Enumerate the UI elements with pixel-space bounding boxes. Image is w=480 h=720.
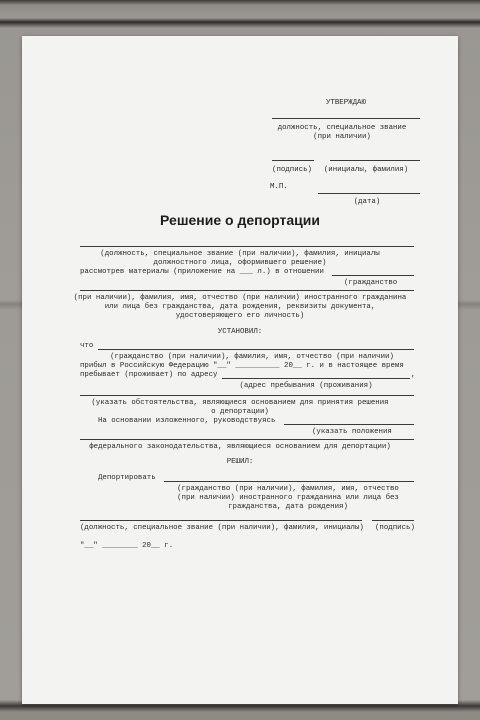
approve-date-line <box>318 193 420 194</box>
footer-date: "__" ________ 20__ г. <box>80 542 174 550</box>
approve-signature-line <box>272 160 314 161</box>
decided-heading: РЕШИЛ: <box>226 458 254 466</box>
what-line <box>98 349 414 350</box>
approve-initials-caption: (инициалы, фамилия) <box>323 166 409 174</box>
law-caption: (указать положения <box>312 428 392 436</box>
deport-caption-3: гражданства, дата рождения) <box>228 503 348 511</box>
approve-label: УТВЕРЖДАЮ <box>326 99 366 107</box>
person-caption: (при наличии), фамилия, имя, отчество (при наличии) иностранного гражданина <box>73 294 407 302</box>
resides-text: пребывает (проживает) по адресу <box>80 371 218 379</box>
page-title: Решение о депортации <box>160 212 320 228</box>
footer-signature-line <box>372 520 414 521</box>
address-caption: (адрес пребывания (проживания) <box>239 382 373 390</box>
reviewed-line <box>332 275 414 276</box>
deport-line <box>164 481 414 482</box>
person-caption-2: или лица без гражданства, дата рождения, реквизиты документа, <box>104 303 376 311</box>
established-heading: УСТАНОВИЛ: <box>217 328 263 336</box>
what-label: что <box>80 342 94 350</box>
approve-position-caption: должность, специальное звание <box>277 124 407 132</box>
arrived-text: прибыл в Российскую Федерацию "__" __________ 20__ г. и в настоящее время <box>80 362 404 370</box>
based-on-text: На основании изложенного, руководствуясь <box>98 417 276 425</box>
deport-caption-2: (при наличии) иностранного гражданина или лица без <box>177 494 399 502</box>
document-page <box>22 36 458 704</box>
based-on-line <box>284 424 414 425</box>
approve-date-caption: (дата) <box>353 198 381 206</box>
official-caption: (должность, специальное звание (при наличии), фамилия, инициалы <box>100 250 380 258</box>
law-line <box>80 439 414 440</box>
footer-official-line <box>80 520 362 521</box>
official-caption-2: должностного лица, оформившего решение) <box>153 259 327 267</box>
stamp-label: М.П. <box>270 183 288 191</box>
citizen-caption: (гражданство (при наличии), фамилия, имя, отчество (при наличии) <box>110 353 394 361</box>
reviewed-text: рассмотрев материалы (приложение на ___ л.) в отношении <box>80 268 324 276</box>
approve-initials-line <box>330 160 420 161</box>
person-line <box>80 290 414 291</box>
citizenship-caption: (гражданство <box>344 279 398 287</box>
official-line <box>80 246 414 247</box>
circumstances-line <box>80 395 414 396</box>
footer-official-caption: (должность, специальное звание (при наличии), фамилия, инициалы) <box>80 524 364 532</box>
address-line <box>222 378 410 379</box>
approve-signature-caption: (подпись) <box>272 166 312 174</box>
person-caption-3: удостоверяющего его личность) <box>175 312 305 320</box>
circumstances-caption: (указать обстоятельства, являющиеся основанием для принятия решения <box>91 399 389 407</box>
law-caption-2: федерального законодательства, являющиеся основанием для депортации) <box>89 443 391 451</box>
address-comma: , <box>411 371 416 379</box>
deport-caption: (гражданство (при наличии), фамилия, имя, отчество <box>177 485 399 493</box>
circumstances-caption-2: о депортации) <box>211 408 269 416</box>
approve-position-line <box>272 118 420 119</box>
deport-label: Депортировать <box>98 474 156 482</box>
approve-position-caption-2: (при наличии) <box>313 133 371 141</box>
footer-signature-caption: (подпись) <box>375 524 415 532</box>
